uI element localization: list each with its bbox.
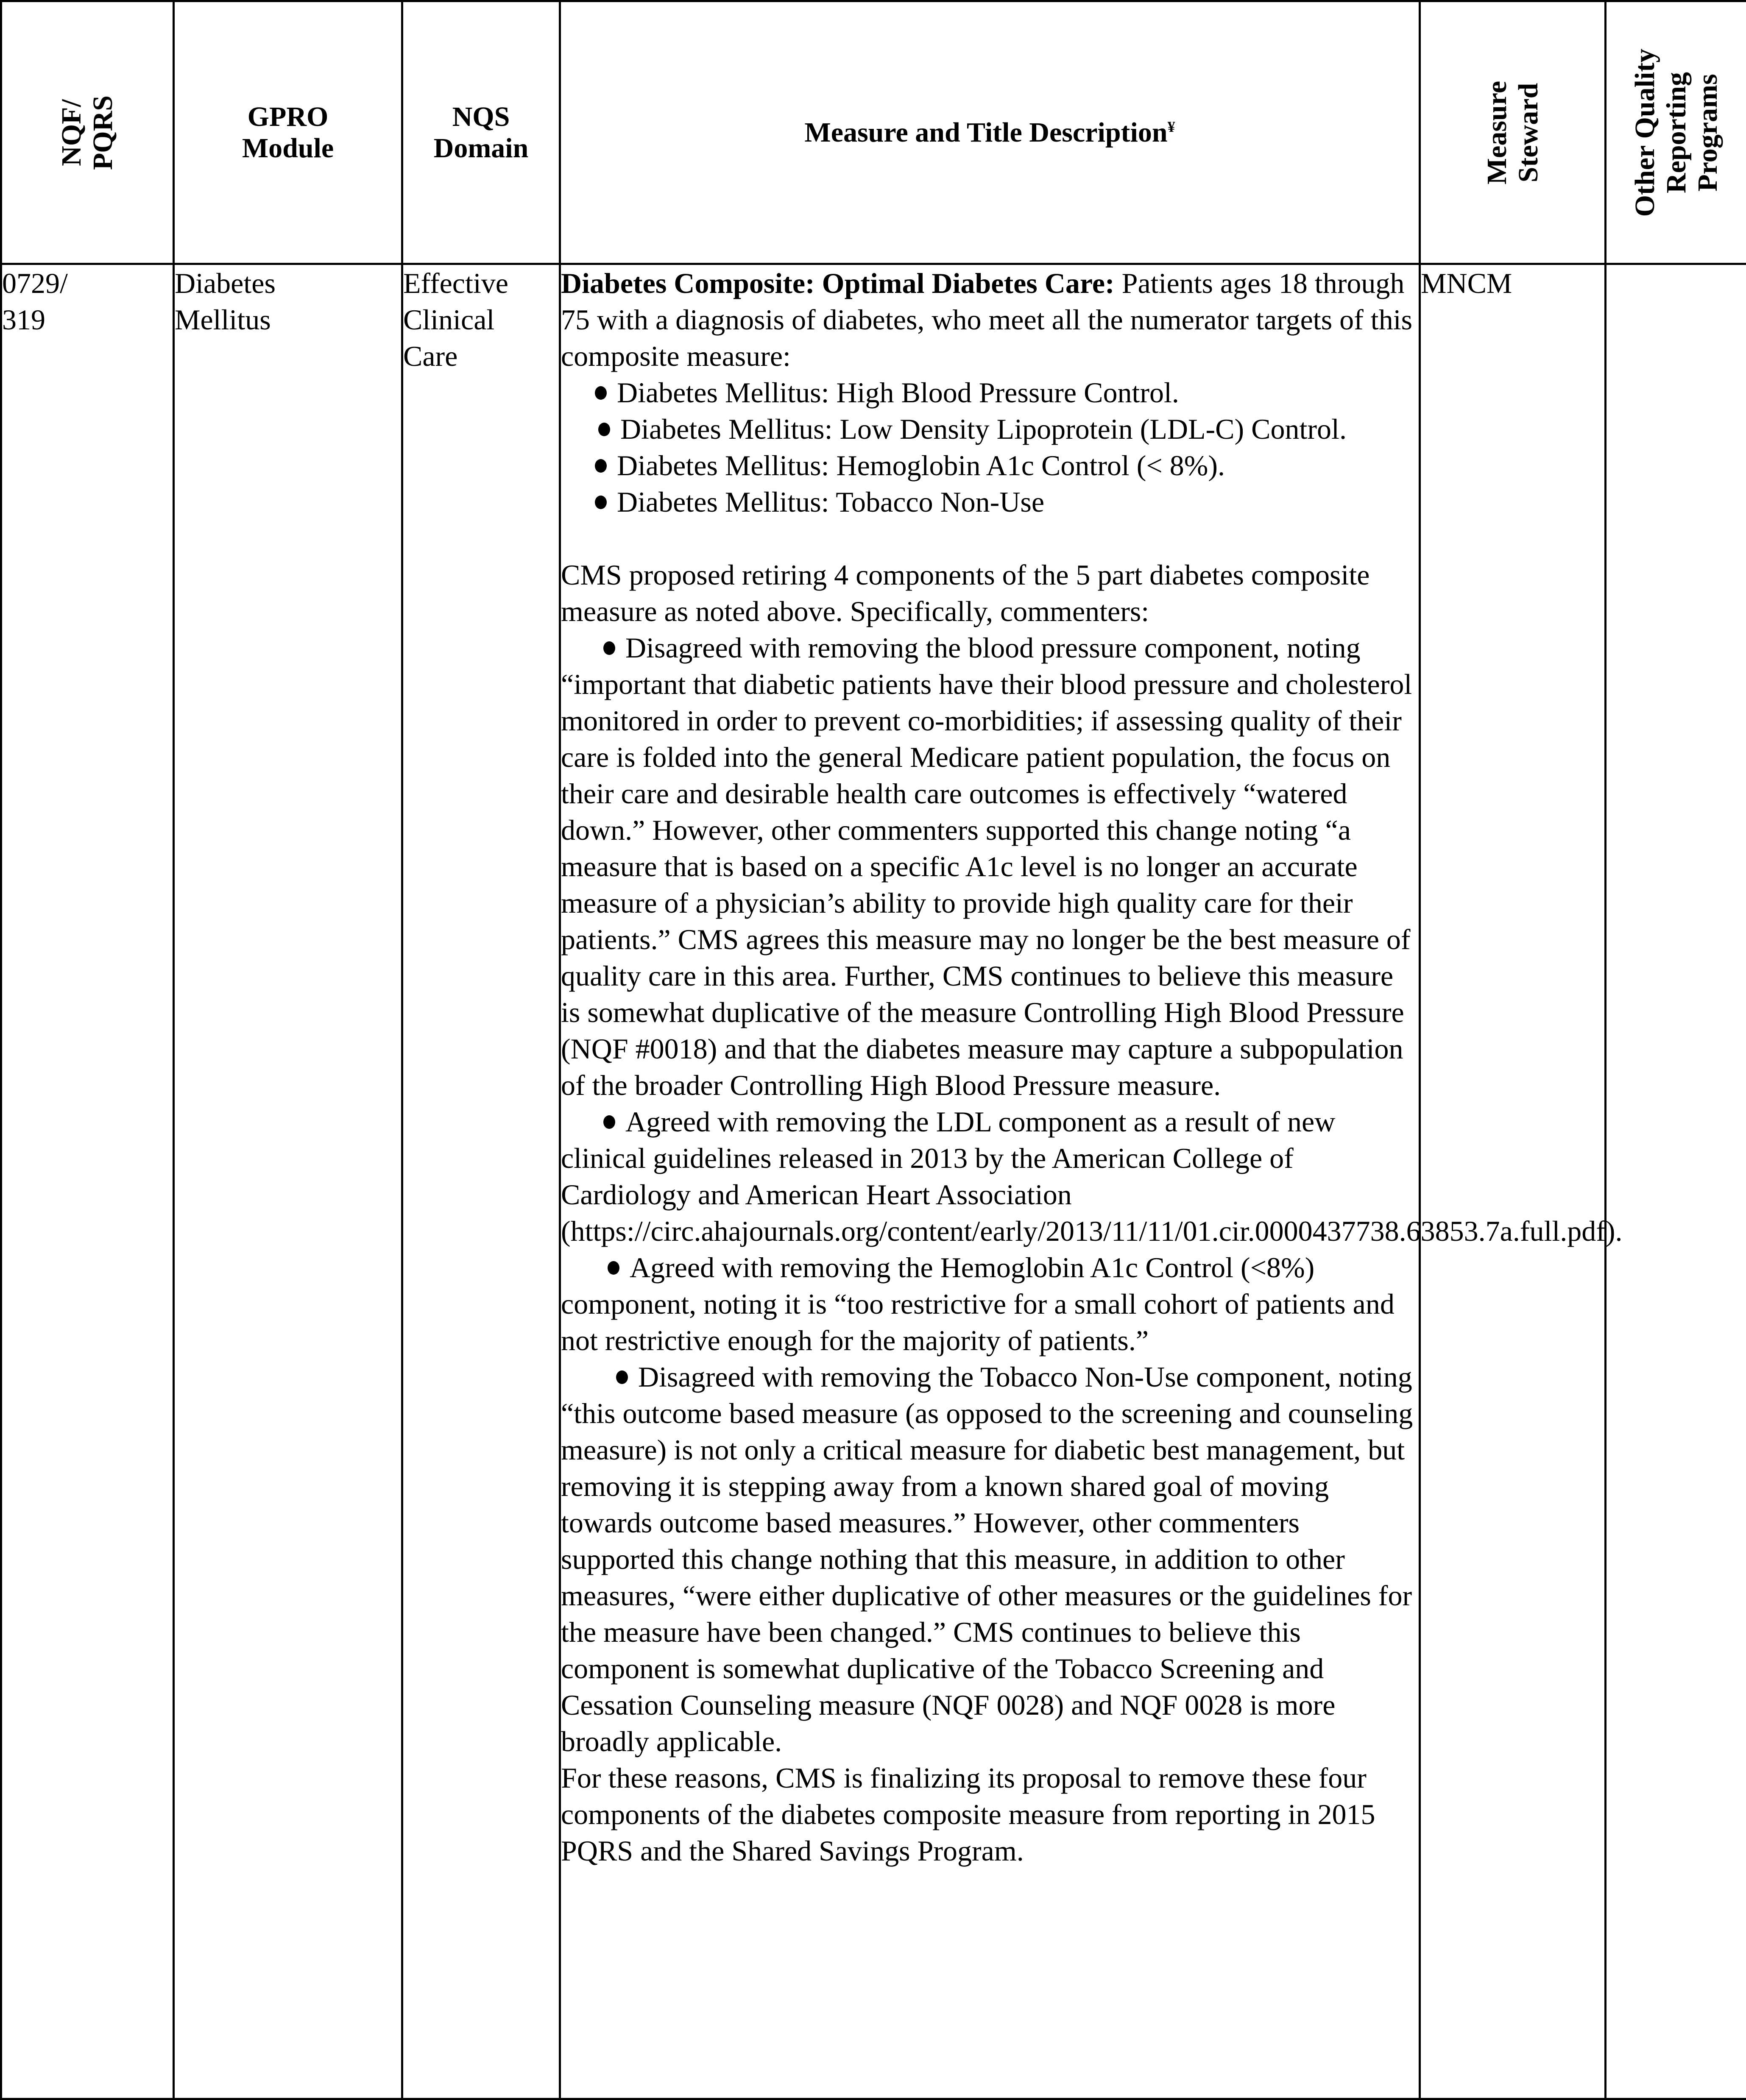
bullet-icon — [595, 386, 607, 400]
header-measure-steward: Measure Steward — [1420, 1, 1606, 264]
header-nqs-domain: NQS Domain — [402, 1, 560, 264]
footnote-marker: ¥ — [1167, 118, 1175, 135]
component-item: Diabetes Mellitus: Hemoglobin A1c Control (< 8%). — [561, 447, 1419, 484]
component-item: Diabetes Mellitus: High Blood Pressure Control. — [561, 374, 1419, 411]
description-intro: Diabetes Composite: Optimal Diabetes Care: Patients ages 18 through 75 with a diagnosis of diabetes, who meet all the numerator targets of this composite measure: — [561, 267, 1413, 372]
measure-title: Diabetes Composite: Optimal Diabetes Care: — [561, 267, 1115, 299]
comment-item: Disagreed with removing the blood pressure component, noting “important that diabetic patients have their blood pressure and cholesterol monitored in order to prevent co-morbidities; if assessing quality of their care is folded into the general Medicare patient population, the focus on their care and desirable health care outcomes is effectively “watered down.” However, other commenters supported this change noting “a measure that is based on a specific A1c level is no longer an accurate measure of a physician’s ability to provide high quality care for their patients.” CMS agrees this measure may no longer be the best measure of quality care in this area. Further, CMS continues to believe this measure is somewhat duplicative of the measure Controlling High Blood Pressure (NQF #0018) and that the diabetes measure may capture a subpopulation of the broader Controlling High Blood Pressure measure. — [561, 632, 1412, 1101]
proposal-intro: CMS proposed retiring 4 components of the 5 part diabetes composite measure as noted above. Specifically, commenters: — [561, 559, 1370, 627]
component-list — [561, 374, 1419, 520]
bullet-icon — [595, 459, 607, 473]
header-nqf-pqrs: NQF/ PQRS — [1, 1, 174, 264]
cell-nqs-domain: Effective Clinical Care — [402, 264, 560, 2099]
comment-item: Disagreed with removing the Tobacco Non-Use component, noting “this outcome based measure (as opposed to the screening and counseling measure) is not only a critical measure for diabetic best management, but removing it is stepping away from a known shared goal of moving towards outcome based measures.” However, other commenters supported this change nothing that this measure, in addition to other measures, “were either duplicative of other measures or the guidelines for the measure have been changed.” CMS continues to believe this component is somewhat duplicative of the Tobacco Screening and Cessation Counseling measure (NQF 0028) and NQF 0028 is more broadly applicable. — [561, 1361, 1413, 1757]
header-measure-title-description: Measure and Title Description¥ — [560, 1, 1420, 264]
component-item: Diabetes Mellitus: Low Density Lipoprotein (LDL-C) Control. — [561, 411, 1419, 447]
cell-gpro-module: Diabetes Mellitus — [174, 264, 402, 2099]
cell-nqf-pqrs: 0729/ 319 — [1, 264, 174, 2099]
header-gpro-module: GPRO Module — [174, 1, 402, 264]
comment-list — [561, 629, 1623, 1760]
bullet-icon — [603, 641, 615, 655]
comment-item: Agreed with removing the Hemoglobin A1c Control (<8%) component, noting it is “too restrictive for a small cohort of patients and not restrictive enough for the majority of patients.” — [561, 1251, 1395, 1356]
bullet-icon — [616, 1370, 628, 1384]
header-other-quality-programs: Other Quality Reporting Programs — [1606, 1, 1746, 264]
table-row — [1, 264, 1746, 2099]
comment-item: Agreed with removing the LDL component as a result of new clinical guidelines released in 2013 by the American College of Cardiology and American Heart Association (https://circ.ahajournals.org/content/early/2013/11/11/01.cir.0000437738.63853.7a.full.pdf). — [561, 1106, 1623, 1247]
table-header-row — [1, 1, 1746, 264]
conclusion: For these reasons, CMS is finalizing its proposal to remove these four components of the diabetes composite measure from reporting in 2015 PQRS and the Shared Savings Program. — [561, 1762, 1375, 1867]
bullet-icon — [598, 423, 610, 436]
bullet-icon — [603, 1115, 615, 1129]
bullet-icon — [608, 1261, 619, 1275]
bullet-icon — [595, 496, 607, 509]
cell-measure-steward: MNCM — [1420, 264, 1606, 2099]
component-item: Diabetes Mellitus: Tobacco Non-Use — [561, 484, 1419, 520]
cell-other-quality-programs — [1606, 264, 1746, 2099]
